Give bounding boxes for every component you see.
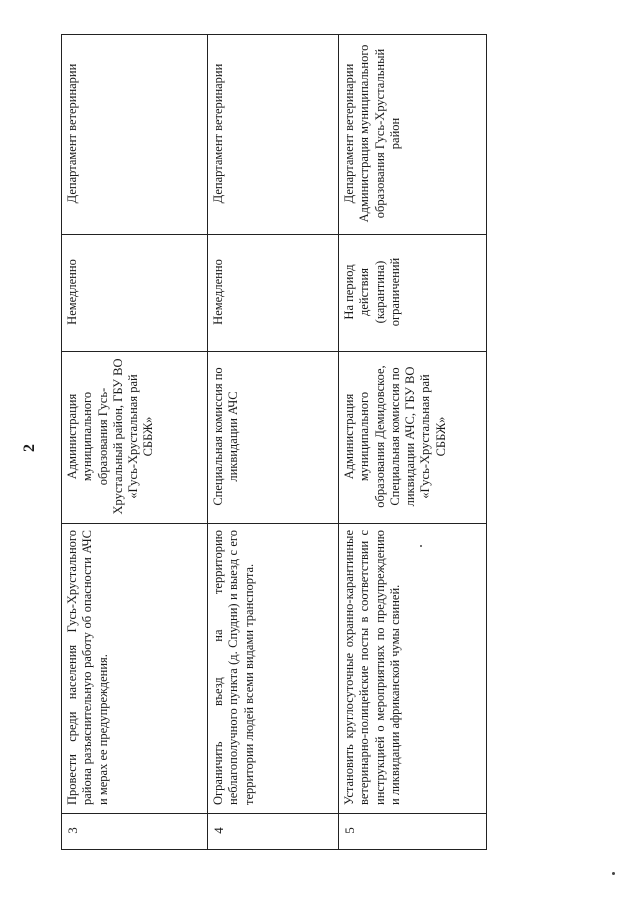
executor-cell: Администрация муниципального образования Гусь-Хрустальный район, ГБУ ВО «Гусь-Хрустальная рай СББЖ» (62, 352, 208, 524)
measure-cell: Ограничить въезд на территорию неблагополучного пункта (д. Спудни) и выезд с его территории людей всеми видами транспорта. (208, 524, 339, 814)
rotated-table-area (61, 35, 486, 850)
scan-speck (420, 545, 422, 547)
row-number: 4 (208, 814, 339, 850)
term-cell: Немедленно (62, 235, 208, 352)
control-cell: Департамент ветеринарии (62, 35, 208, 235)
executor-cell: Администрация муниципального образования Демидовское, Специальная комиссия по ликвидации АЧС, ГБУ ВО «Гусь-Хрустальная рай СББЖ» (339, 352, 487, 524)
table-row (62, 35, 208, 850)
table-row (208, 35, 339, 850)
measure-cell: Провести среди населения Гусь-Хрустального района разъяснительную работу об опасности АЧС и мерах ее предупреждения. (62, 524, 208, 814)
control-cell: Департамент ветеринарии Администрация муниципального образования Гусь-Хрустальный район (339, 35, 487, 235)
term-cell: На период действия (карантина) ограничений (339, 235, 487, 352)
measures-table (61, 34, 487, 850)
page-number: 2 (21, 444, 38, 452)
table-row (339, 35, 487, 850)
control-cell: Департамент ветеринарии (208, 35, 339, 235)
measure-cell: Установить круглосуточные охранно-карантинные ветеринарно-полицейские посты в соответствии с инструкцией о мероприятиях по предупреждению и ликвидации африканской чумы свиней. (339, 524, 487, 814)
scan-speck (612, 872, 615, 875)
row-number: 3 (62, 814, 208, 850)
row-number: 5 (339, 814, 487, 850)
executor-cell: Специальная комиссия по ликвидации АЧС (208, 352, 339, 524)
term-cell: Немедленно (208, 235, 339, 352)
